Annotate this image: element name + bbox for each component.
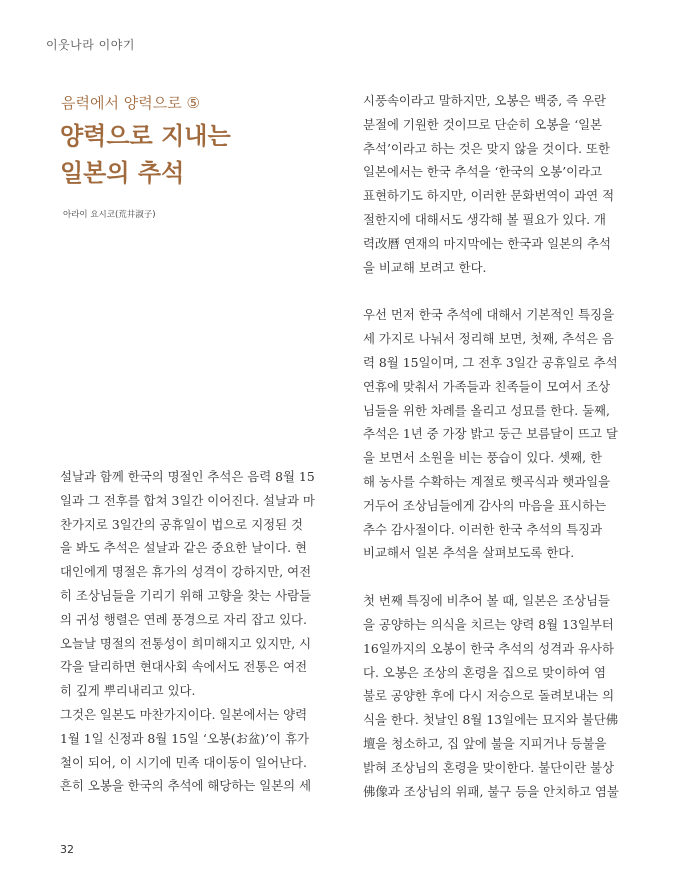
paragraph	[363, 89, 625, 279]
section-header: 이웃나라 이야기	[46, 38, 135, 52]
text-line: 1월 1일 신정과 8월 15일 ‘오봉(お盆)’이 휴가	[60, 730, 310, 746]
text-line: 을 보면서 소원을 비는 풍습이 있다. 셋째, 한	[363, 450, 602, 466]
text-line: 표현하기도 하지만, 이러한 문화번역이 과연 적	[363, 188, 615, 204]
text-line: 을 공양하는 의식을 치르는 양력 8월 13일부터	[363, 616, 614, 632]
paragraph	[60, 465, 322, 703]
text-line: 그것은 일본도 마찬가지이다. 일본에서는 양력	[60, 706, 308, 722]
author-byline: 아라이 요시코(荒井淑子)	[63, 210, 156, 220]
text-line: 히 조상님들을 기리기 위해 고향을 찾는 사람들	[60, 587, 312, 603]
text-line: 각을 달리하면 현대사회 속에서도 전통은 여전	[60, 659, 308, 675]
text-line: 밝혀 조상님의 혼령을 맞이한다. 불단이란 불상	[363, 759, 615, 775]
paragraph	[60, 703, 322, 798]
text-line: 력 8월 15일이며, 그 전후 3일간 공휴일로 추석	[363, 354, 618, 370]
text-line: 우선 먼저 한국 추석에 대해서 기본적인 특징을	[363, 307, 615, 323]
title-line: 일본의 추석	[60, 159, 185, 187]
text-line: 력改曆 연재의 마지막에는 한국과 일본의 추석	[363, 235, 611, 251]
text-line: 추수 감사절이다. 이러한 한국 추석의 특징과	[363, 521, 603, 537]
text-line: 불로 공양한 후에 다시 저승으로 돌려보내는 의	[363, 688, 615, 704]
text-line: 철이 되어, 이 시기에 민족 대이동이 일어난다.	[60, 754, 307, 770]
paragraph	[363, 303, 625, 565]
right-column	[363, 89, 625, 803]
text-line: 추석’이라고 하는 것은 맞지 않을 것이다. 또한	[363, 140, 610, 156]
text-line: 壇을 청소하고, 집 앞에 불을 지피거나 등불을	[363, 735, 607, 751]
text-line: 식을 한다. 첫날인 8월 13일에는 묘지와 불단佛	[363, 712, 619, 728]
text-line: 해 농사를 수확하는 계절로 햇곡식과 햇과일을	[363, 473, 611, 489]
text-line: 대인에게 명절은 휴가의 성격이 강하지만, 여전	[60, 564, 312, 580]
series-subtitle: 음력에서 양력으로 ⑤	[61, 94, 200, 112]
text-line: 오늘날 명절의 전통성이 희미해지고 있지만, 시	[60, 635, 312, 651]
text-line: 佛像과 조상님의 위패, 불구 등을 안치하고 염불	[363, 783, 619, 799]
text-line: 비교해서 일본 추석을 살펴보도록 한다.	[363, 545, 575, 561]
text-line: 흔히 오봉을 한국의 추석에 해당하는 일본의 세	[60, 778, 312, 794]
text-line: 을 비교해 보려고 한다.	[363, 259, 487, 275]
text-line: 다. 오봉은 조상의 혼령을 집으로 맞이하여 염	[363, 664, 607, 680]
title-line: 양력으로 지내는	[60, 122, 231, 150]
text-line: 히 깊게 뿌리내리고 있다.	[60, 683, 196, 699]
text-line: 거두어 조상님들에게 감사의 마음을 표시하는	[363, 497, 607, 513]
text-line: 을 봐도 추석은 설날과 같은 중요한 날이다. 현	[60, 540, 307, 556]
text-line: 첫 번째 특징에 비추어 볼 때, 일본은 조상님들	[363, 593, 610, 609]
text-line: 찬가지로 3일간의 공휴일이 법으로 지정된 것	[60, 516, 304, 532]
paragraph-gap	[363, 279, 625, 303]
text-line: 연휴에 맞춰서 가족들과 친족들이 모여서 조상	[363, 378, 611, 394]
left-column	[60, 465, 322, 798]
text-line: 세 가지로 나눠서 정리해 보면, 첫째, 추석은 음	[363, 331, 614, 347]
text-line: 님들을 위한 차례를 올리고 성묘를 한다. 둘째,	[363, 402, 610, 418]
text-line: 설날과 함께 한국의 명절인 추석은 음력 8월 15	[60, 469, 315, 484]
text-line: 추석은 1년 중 가장 밝고 둥근 보름달이 뜨고 달	[363, 426, 618, 442]
text-line: 의 귀성 행렬은 연례 풍경으로 자리 잡고 있다.	[60, 611, 307, 627]
text-line: 16일까지의 오봉이 한국 추석의 성격과 유사하	[363, 640, 614, 656]
page-number: 32	[60, 843, 74, 856]
text-line: 시풍속이라고 말하지만, 오봉은 백중, 즉 우란	[363, 93, 607, 108]
text-line: 일본에서는 한국 추석을 ‘한국의 오봉’이라고	[363, 164, 603, 180]
text-line: 분절에 기원한 것이므로 단순히 오봉을 ‘일본	[363, 116, 603, 132]
text-line: 일과 그 전후를 합쳐 3일간 이어진다. 설날과 마	[60, 492, 315, 508]
article-title	[60, 118, 320, 192]
paragraph	[363, 589, 625, 803]
text-line: 절한지에 대해서도 생각해 볼 필요가 있다. 개	[363, 211, 607, 227]
paragraph-gap	[363, 565, 625, 589]
